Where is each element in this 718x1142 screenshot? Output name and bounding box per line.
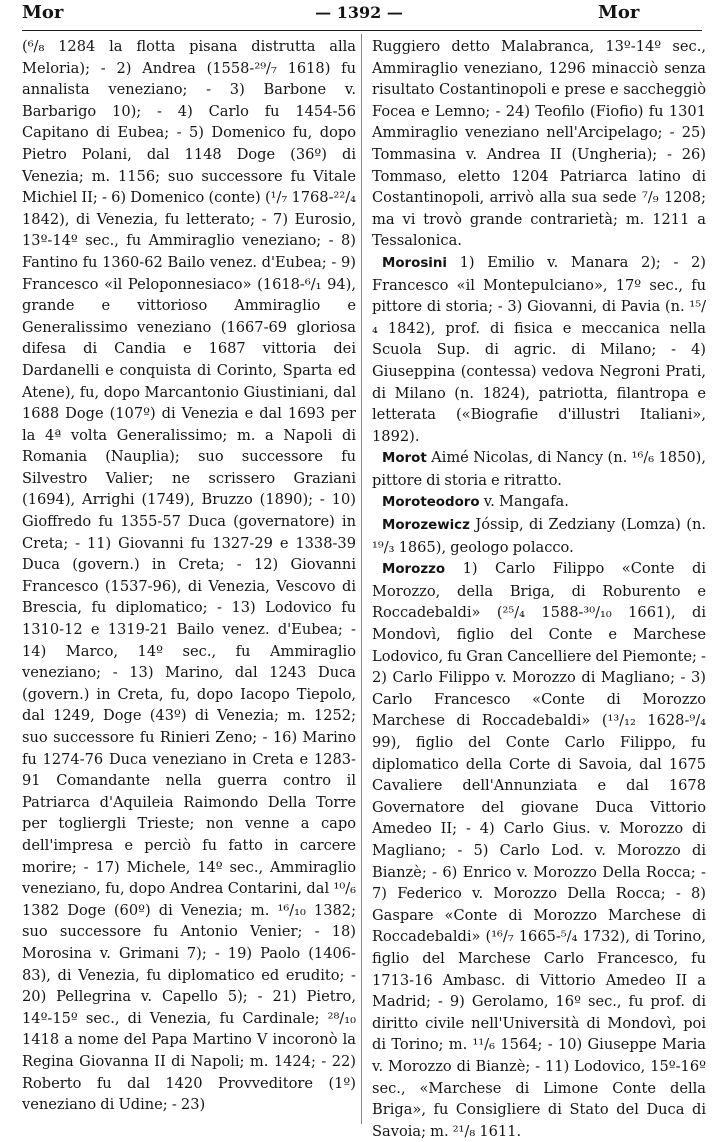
entry-text: 1) Emilio v. Manara 2); - 2) Francesco «il Montepulciano», 17º sec., fu pittore di storia; - 3) Giovanni, di Pavia (n. ¹⁵/₄ 1842), prof. di fisica e meccanica nella Scuola Sup. di agric. di Milano; - 4) Giuseppina (contessa) vedova Negroni Prati, di Milano (n. 1824), patriotta, filantropa e letterata («Biografie d'illustri Italiani», 1892).: [372, 253, 706, 445]
headword: Morozzo: [382, 562, 446, 578]
entry-morosini: [372, 252, 706, 447]
right-column: [372, 36, 706, 1142]
running-head-left: Mor: [22, 2, 64, 23]
entry-text: v. Mangafa.: [479, 493, 569, 511]
headword: Morosini: [382, 255, 448, 271]
entry-morozewicz: [372, 514, 706, 558]
headword: Moroteodoro: [382, 495, 480, 511]
column-divider: [361, 34, 362, 1124]
entry-morot: [372, 447, 706, 491]
headword: Morot: [382, 451, 427, 467]
headword: Morozewicz: [382, 518, 470, 534]
header-rule: [22, 30, 702, 31]
running-head-right: Mor: [598, 2, 640, 23]
entry-morozzo: [372, 558, 706, 1142]
entry-text: Jóssip, di Zedziany (Lomza) (n. ¹⁹/₃ 1865), geologo polacco.: [372, 516, 706, 556]
entry-text: 1) Carlo Filippo «Conte di Morozzo, della Briga, di Roburento e Roccadebaldi» (²⁵/₄ 1588-³⁰/₁₀ 1661), di Mondovì, figlio del Conte e Marchese Lodovico, fu Gran Cancelliere del Piemonte; - 2) Carlo Filippo v. Morozzo di Magliano; - 3) Carlo Francesco «Conte di Morozzo Marchese di Roccadebaldi» (¹³/₁₂ 1628-⁹/₄ 99), figlio del Conte Carlo Filippo, fu diplomatico della Corte di Savoia, dal 1675 Cavaliere dell'Annunziata e dal 1678 Governatore del giovane Duca Vittorio Amedeo II; - 4) Carlo Gius. v. Morozzo di Magliano; - 5) Carlo Lod. v. Morozzo di Bianzè; - 6) Enrico v. Morozzo Della Rocca; - 7) Federico v. Morozzo Della Rocca; - 8) Gaspare «Conte di Morozzo Marchese di Roccadebaldi» (¹⁶/₇ 1665-⁵/₄ 1732), di Torino, figlio del Marchese Carlo Francesco, fu 1713-16 Ambasc. di Vittorio Amedeo II a Madrid; - 9) Gerolamo, 16º sec., fu prof. di diritto civile nell'Università di Mondovì, poi di Torino; m. ¹¹/₆ 1564; - 10) Giuseppe Maria v. Morozzo di Bianzè; - 11) Lodovico, 15º-16º sec., «Marchese di Limone Conte della Briga», fu Consigliere di Stato del Duca di Savoia; m. ²¹/₈ 1611.: [372, 560, 706, 1140]
entry-text: (⁶/₈ 1284 la flotta pisana distrutta alla Meloria); - 2) Andrea (1558-²⁹/₇ 1618) fu annalista veneziano; - 3) Barbone v. Barbarigo 10); - 4) Carlo fu 1454-56 Capitano di Eubea; - 5) Domenico fu, dopo Pietro Polani, dal 1148 Doge (36º) di Venezia; m. 1156; suo successore fu Vitale Michiel II; - 6) Domenico (conte) (¹/₇ 1768-²²/₄ 1842), di Venezia, fu letterato; - 7) Eurosio, 13º-14º sec., fu Ammiraglio veneziano; - 8) Fantino fu 1360-62 Bailo venez. d'Eubea; - 9) Francesco «il Peloponnesiaco» (1618-⁶/₁ 94), grande e vittorioso Ammiraglio e Generalissimo veneziano (1667-69 gloriosa difesa di Candia e 1687 vittoria dei Dardanelli e conquista di Corinto, Sparta ed Atene), fu, dopo Marcantonio Giustiniani, dal 1688 Doge (107º) di Venezia e dal 1693 per la 4ª volta Generalissimo; m. a Napoli di Romania (Nauplia); suo successore fu Silvestro Valier; ne scrissero Graziani (1694), Arrighi (1749), Bruzzo (1890); - 10) Gioffredo fu 1355-57 Duca (governatore) in Creta; - 11) Giovanni fu 1327-29 e 1338-39 Duca (govern.) in Creta; - 12) Giovanni Francesco (1537-96), di Venezia, Vescovo di Brescia, fu diplomatico; - 13) Lodovico fu 1310-12 e 1319-21 Bailo venez. d'Eubea; - 14) Marco, 14º sec., fu Ammiraglio veneziano; - 13) Marino, dal 1243 Duca (govern.) in Creta, fu, dopo Iacopo Tiepolo, dal 1249, Doge (43º) di Venezia; m. 1252; suo successore fu Rinieri Zeno; - 16) Marino fu 1274-76 Duca veneziano in Creta e 1283-91 Comandante nella guerra contro il Patriarca d'Aquileia Raimondo Della Torre per togliergli Trieste; non venne a capo dell'impresa e perciò fu fatto in carcere morire; - 17) Michele, 14º sec., Ammiraglio veneziano, fu, dopo Andrea Contarini, dal ¹⁰/₆ 1382 Doge (60º) di Venezia; m. ¹⁶/₁₀ 1382; suo successore fu Antonio Venier; - 18) Morosina v. Grimani 7); - 19) Paolo (1406-83), di Venezia, fu diplomatico ed erudito; - 20) Pellegrina v. Capello 5); - 21) Pietro, 14º-15º sec., di Venezia, fu Cardinale; ²⁸/₁₀ 1418 a nome del Papa Martino V incoronò la Regina Giovanna II di Napoli; m. 1424; - 22) Roberto fu dal 1420 Provveditore (1º) veneziano di Udine; - 23): [22, 38, 356, 1114]
entry-moroteodoro: [372, 491, 706, 514]
entry-text: Ruggiero detto Malabranca, 13º-14º sec., Ammiraglio veneziano, 1296 minacciò senza risultato Costantinopoli e prese e saccheggiò Focea e Lemno; - 24) Teofilo (Fiofio) fu 1301 Ammiraglio veneziano nell'Arcipelago; - 25) Tommasina v. Andrea II (Ungheria); - 26) Tommaso, eletto 1204 Patriarca latino di Costantinopoli, arrivò alla sua sede ⁷/₉ 1208; ma vi trovò grande contrarietà; m. 1211 a Tessalonica.: [372, 38, 706, 250]
page-header: [0, 0, 718, 30]
entry-continuation: [372, 36, 706, 252]
left-column: [22, 36, 356, 1116]
entry-text: Aimé Nicolas, di Nancy (n. ¹⁶/₆ 1850), pittore di storia e ritratto.: [372, 449, 706, 489]
page-number: — 1392 —: [315, 3, 403, 22]
